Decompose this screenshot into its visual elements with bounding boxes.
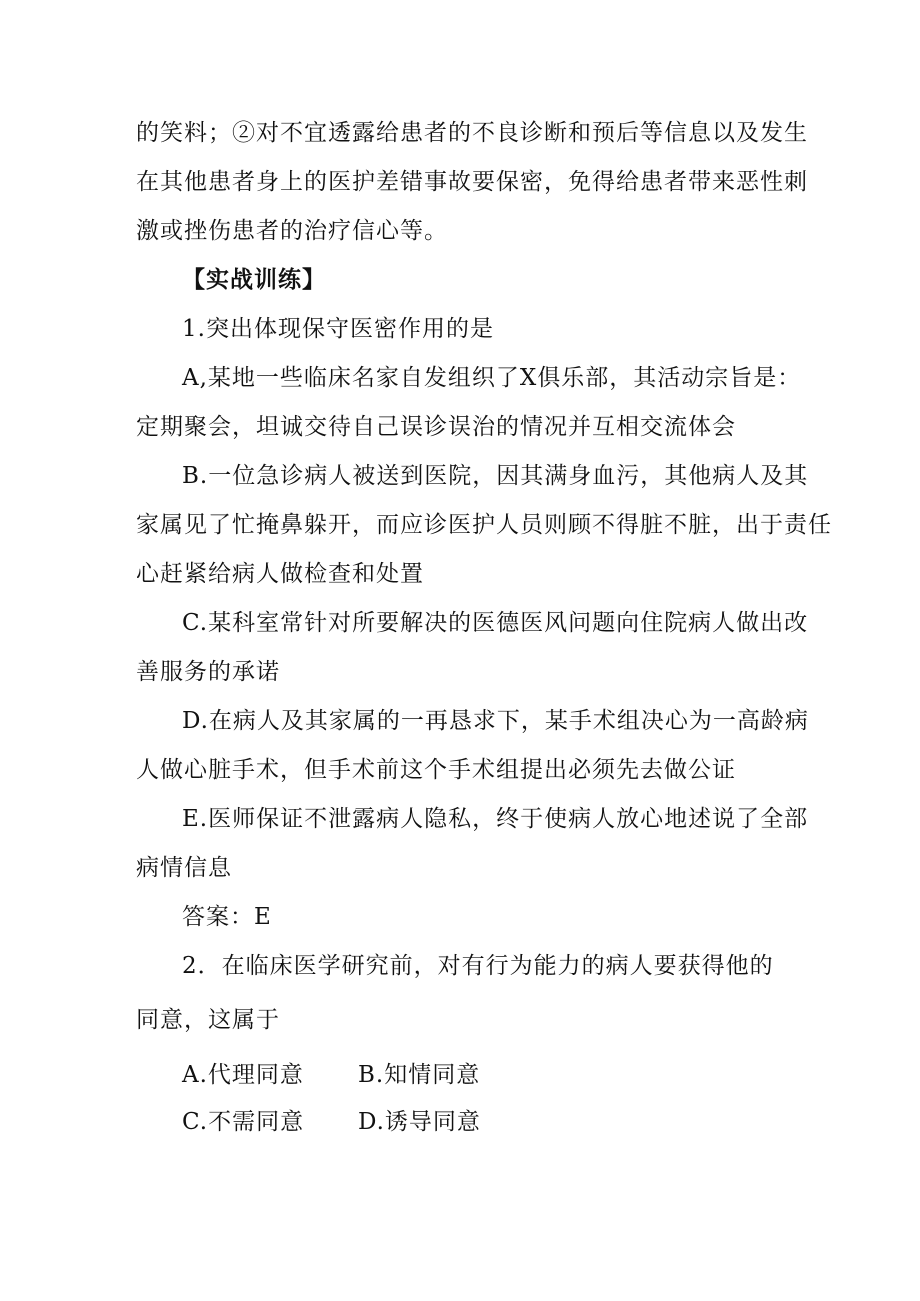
question-2-option-c: C.不需同意 [182, 1109, 305, 1135]
question-1-option-c-line-2: 善服务的承诺 [136, 659, 280, 685]
question-2-option-a: A.代理同意 [182, 1062, 304, 1088]
question-1-option-b-line-1: B.一位急诊病人被送到医院，因其满身血污，其他病人及其 [182, 463, 809, 489]
intro-line-3: 激或挫伤患者的治疗信心等。 [136, 218, 448, 244]
question-1-option-c-line-1: C.某科室常针对所要解决的医德医风问题向住院病人做出改 [182, 610, 809, 636]
question-1-option-a-line-1: A,某地一些临床名家自发组织了X俱乐部，其活动宗旨是： [182, 365, 802, 391]
question-2-option-d: D.诱导同意 [358, 1109, 481, 1135]
question-1-option-d-line-2: 人做心脏手术，但手术前这个手术组提出必须先去做公证 [136, 757, 736, 783]
question-1-option-b-line-3: 心赶紧给病人做检查和处置 [136, 561, 424, 587]
question-1-answer: 答案：E [182, 904, 272, 930]
question-2-stem-line-2: 同意，这属于 [136, 1007, 280, 1033]
question-1-option-a-line-2: 定期聚会，坦诚交待自己误诊误治的情况并互相交流体会 [136, 414, 736, 440]
question-2-option-b: B.知情同意 [358, 1062, 481, 1088]
section-heading: 【实战训练】 [182, 266, 326, 293]
intro-line-1: 的笑料；②对不宜透露给患者的不良诊断和预后等信息以及发生 [136, 120, 808, 146]
intro-line-2: 在其他患者身上的医护差错事故要保密，免得给患者带来恶性刺 [136, 169, 808, 195]
question-1-option-d-line-1: D.在病人及其家属的一再恳求下，某手术组决心为一高龄病 [182, 708, 809, 734]
question-1-option-b-line-2: 家属见了忙掩鼻躲开，而应诊医护人员则顾不得脏不脏，出于责任 [136, 512, 832, 538]
question-1-option-e-line-1: E.医师保证不泄露病人隐私，终于使病人放心地述说了全部 [182, 806, 809, 832]
question-1-option-e-line-2: 病情信息 [136, 855, 232, 881]
question-2-stem-line-1: 2．在临床医学研究前，对有行为能力的病人要获得他的 [182, 953, 774, 979]
question-1-stem: 1.突出体现保守医密作用的是 [182, 316, 494, 342]
